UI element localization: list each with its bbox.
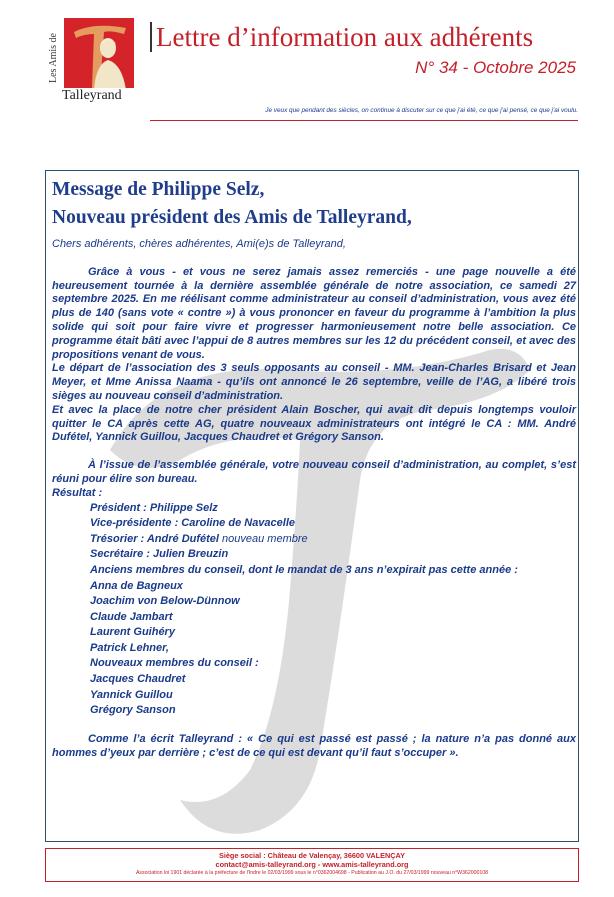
result-label: Résultat : <box>52 486 103 499</box>
board-list <box>52 501 576 719</box>
paragraph-3: Et avec la place de notre cher président Alain Boscher, qui avait dit depuis longtemps vouloir quitter le CA après cette AG, quatre nouveaux administrateurs ont intégré le CA : MM. André Dufétel, Yannick Guillou, Jacques Chaudret et Grégory Sanson. <box>52 403 576 444</box>
closing-quote: Comme l’a écrit Talleyrand : « Ce qui est passé est passé ; la nature n’a pas donné aux hommes d’yeux par derrière ; c’est de ce qui est devant qu’il faut s’occuper ». <box>52 732 576 759</box>
new-member: Jacques Chaudret <box>90 673 186 686</box>
logo-name: Talleyrand <box>62 88 140 104</box>
issue-number: N° 34 - Octobre 2025 <box>415 58 576 77</box>
role-treasurer <box>90 532 576 548</box>
footer-contact: contact@amis-talleyrand.org - www.amis-talleyrand.org <box>215 860 409 869</box>
paragraph-4: À l’issue de l’assemblée générale, votre nouveau conseil d’administration, au complet, s’est réuni pour élire son bureau. <box>52 459 576 485</box>
newsletter-title: Lettre d’information aux adhérents <box>150 22 596 52</box>
role-treasurer-text: Trésorier : André Dufétel <box>90 532 219 545</box>
footer-legal: Association loi 1901 déclarée à la préfecture de l'Indre le 02/03/1999 sous le n°0362004698 - Publication au J.O. du 27/03/1999 nouveau n°W362000108 <box>135 870 489 876</box>
former-member: Laurent Guihéry <box>90 626 175 639</box>
former-member: Joachim von Below-Dünnow <box>90 595 240 608</box>
former-members-label: Anciens membres du conseil, dont le mandat de 3 ans n’expirait pas cette année : <box>90 563 518 576</box>
new-member: Yannick Guillou <box>90 688 173 701</box>
logo-portrait-icon <box>64 18 134 94</box>
greeting: Chers adhérents, chères adhérentes, Ami(e)s de Talleyrand, <box>52 238 346 250</box>
role-secretary: Secrétaire : Julien Breuzin <box>90 548 229 561</box>
footer <box>45 848 579 882</box>
former-member: Patrick Lehner, <box>90 641 169 654</box>
paragraph-2: Le départ de l’association des 3 seuls opposants au conseil - MM. Jean-Charles Brisard et Jean Meyer, et Mme Anissa Naama - qu’ils ont annoncé le 26 septembre, veille de l’AG, a libéré trois sièges au nouveau conseil d’administration. <box>52 362 576 402</box>
header-quote: Je veux que pendant des siècles, on continue à discuter sur ce que j'ai été, ce que j'ai pensé, ce que j'ai voulu. <box>265 107 578 114</box>
article-title-line2: Nouveau président des Amis de Talleyrand, <box>52 207 412 228</box>
role-vice-president: Vice-présidente : Caroline de Navacelle <box>90 517 296 530</box>
new-member: Grégory Sanson <box>90 704 176 717</box>
paragraph-1: Grâce à vous - et vous ne serez jamais assez remerciés - une page nouvelle a été heureusement tournée à la dernière assemblée générale de notre association, ce samedi 27 septembre 2025. En me réélisant comme administrateur au conseil d’administration, vous avez été plus de 140 (sans vote « contre ») à vous prononcer en faveur du programme à l’ambition la plus solide qui soit pour faire vivre et progresser harmonieusement notre belle association. Ce programme était bâti avec l’appui de 8 autres membres sur les 12 du précédent conseil, et avec des propositions venant de vous. <box>52 265 576 361</box>
role-treasurer-note: nouveau membre <box>218 532 308 545</box>
new-members-label: Nouveaux membres du conseil : <box>90 657 259 670</box>
role-president: Président : Philippe Selz <box>90 501 218 514</box>
logo-vertical-text: Les Amis de <box>48 33 59 83</box>
article-content <box>52 176 576 760</box>
article-title-line1: Message de Philippe Selz, <box>52 179 265 200</box>
header-divider <box>150 120 578 121</box>
footer-address: Siège social : Château de Valençay, 36600 VALENÇAY <box>218 851 406 860</box>
former-member: Claude Jambart <box>90 610 173 623</box>
former-member: Anna de Bagneux <box>90 579 183 592</box>
